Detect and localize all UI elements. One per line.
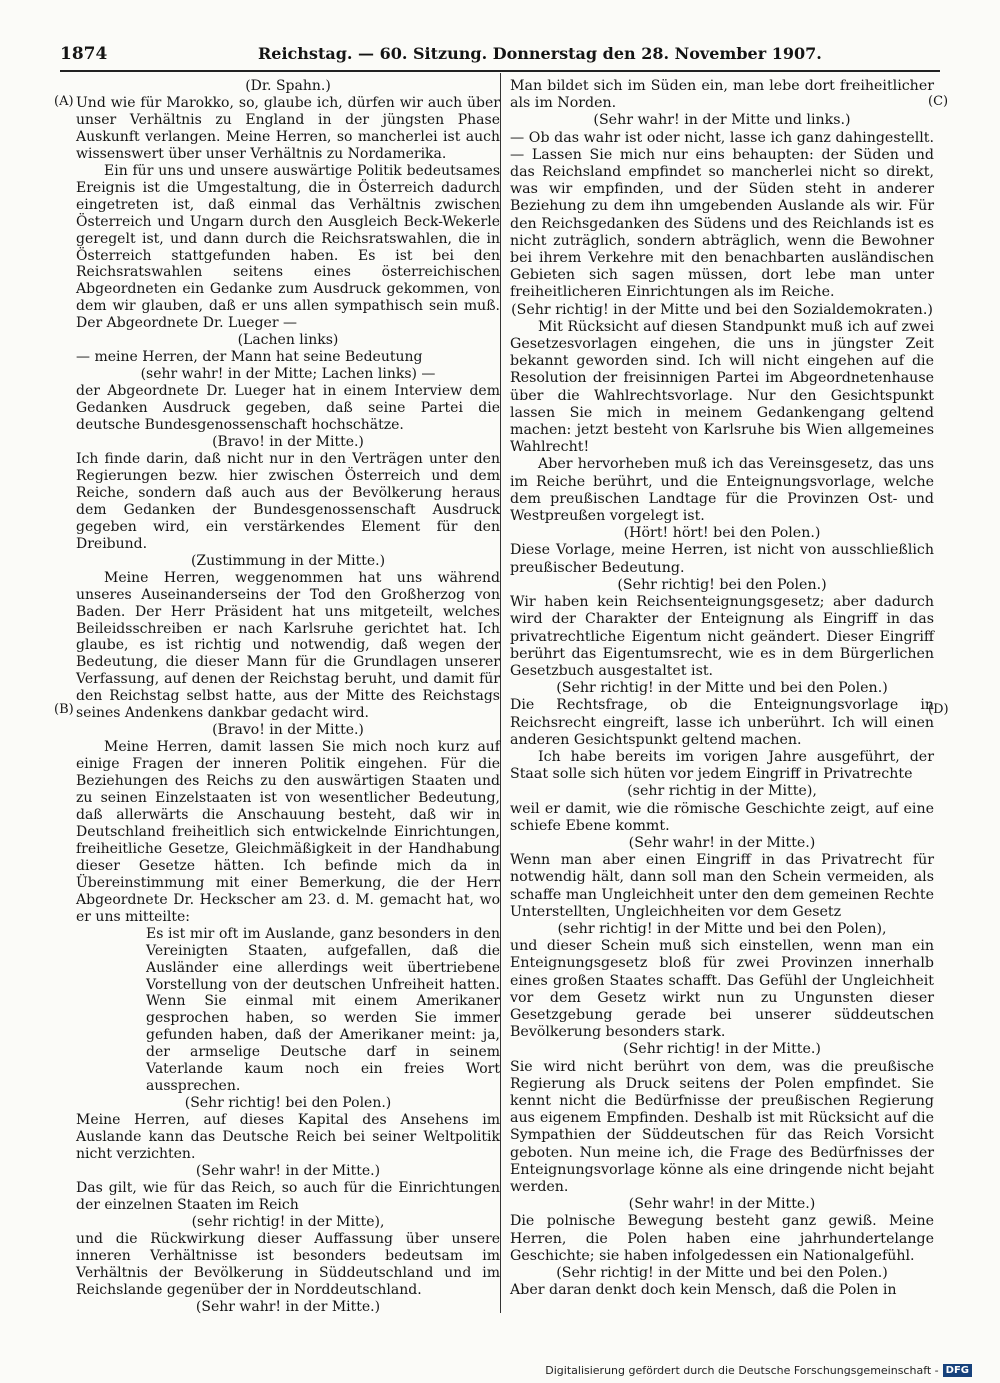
page-number: 1874 bbox=[60, 44, 108, 64]
paragraph: Man bildet sich im Süden ein, man lebe dort freiheitlicher als im Norden. bbox=[510, 78, 934, 112]
interjection: (Sehr richtig! in der Mitte und bei den Polen.) bbox=[556, 1265, 888, 1282]
paragraph: Ein für uns und unsere auswärtige Politik bedeutsames Ereignis ist die Umgestaltung, die in Österreich dadurch eingetreten ist, daß einmal das Verhältnis zwischen Österreich und Ungarn durch den Ausgleich Beck-Wekerle geregelt ist, und dann durch die Reichsratswahlen, die in Österreich stattgefunden haben. Es ist bei den Reichsratswahlen seitens eines österreichischen Abgeordneten ein Gedanke zum Ausdruck gekommen, von dem wir glauben, daß er uns allen sympathisch sein muß. Der Abgeordnete Dr. Lueger — bbox=[76, 162, 500, 332]
interjection: (Bravo! in der Mitte.) bbox=[212, 434, 364, 451]
interjection: (Sehr wahr! in der Mitte.) bbox=[628, 834, 816, 851]
dfg-logo: DFG bbox=[943, 1364, 972, 1377]
interjection: (Bravo! in der Mitte.) bbox=[212, 722, 364, 739]
interjection: (sehr wahr! in der Mitte; Lachen links) — bbox=[140, 366, 436, 383]
paragraph: Sie wird nicht berührt von dem, was die preußische Regierung als Druck seitens der Polen empfindet. Sie kennt nicht die Bedürfnisse der preußischen Regierung aus eigenem Empfinden. Deshalb ist mit Rücksicht auf die Sympathien der Süddeutschen für das Reich Vorsicht geboten. Nun meine ich, die Frage des Bedürfnisses der Enteignungsvorlage könne als eine dringende nicht bejaht werden. bbox=[510, 1058, 934, 1195]
paragraph: Ich habe bereits im vorigen Jahre ausgeführt, der Staat solle sich hüten vor jedem Eingriff in Privatrechte bbox=[510, 748, 934, 783]
speaker-label: (Dr. Spahn.) bbox=[245, 78, 331, 94]
paragraph: der Abgeordnete Dr. Lueger hat in einem Interview dem Gedanken Ausdruck gegeben, daß seine Partei die deutsche Bundesgenossenschaft hochschätze. bbox=[76, 383, 500, 434]
paragraph: Aber daran denkt doch kein Mensch, daß die Polen in bbox=[510, 1282, 897, 1299]
paragraph: Aber hervorheben muß ich das Vereinsgesetz, das uns im Reiche berührt, und die Enteignungsvorlage, welche dem preußischen Landtage für die Provinzen Ost- und Westpreußen vorgelegt ist. bbox=[510, 456, 934, 525]
margin-marker-c: (C) bbox=[928, 94, 949, 109]
interjection: (Sehr richtig! in der Mitte und bei den Sozialdemokraten.) bbox=[511, 301, 933, 318]
quote-text: Es ist mir oft im Auslande, ganz besonders in den Vereinigten Staaten, aufgefallen, daß die Ausländer eine allerdings weit übertriebene Vorstellung von der deutschen Unfreiheit hatten. Wenn Sie einmal mit einem Amerikaner gesprochen haben, so werden Sie immer gefunden haben, daß der Amerikaner meint: ja, der armselige Deutsche darf in seinem Vaterlande kaum noch ein freies Wort aussprechen. bbox=[146, 925, 500, 1095]
interjection: (Sehr wahr! in der Mitte und links.) bbox=[593, 112, 851, 129]
column-divider bbox=[500, 73, 501, 1313]
paragraph: Die polnische Bewegung besteht ganz gewiß. Meine Herren, die Polen haben eine jahrhundertelange Geschichte; sie haben infolgedessen ein Nationalgefühl. bbox=[510, 1213, 934, 1264]
interjection: (Hört! hört! bei den Polen.) bbox=[623, 525, 821, 542]
paragraph: Und wie für Marokko, so, glaube ich, dürfen wir auch über unser Verhältnis zu England in der jüngsten Phase Auskunft verlangen. Meine Herren, so mancherlei ist auch wissenswert über unser Verhältnis zu Nordamerika. bbox=[76, 94, 500, 162]
paragraph: Wenn man aber einen Eingriff in das Privatrecht für notwendig hält, dann soll man den Schein vermeiden, als schaffe man Ungleichheit unter den dem gemeinen Rechte Unterstellten, Ungleichheiten vor dem Gesetz bbox=[510, 852, 934, 920]
right-text-column bbox=[510, 78, 934, 1299]
paragraph: weil er damit, wie die römische Geschichte zeigt, auf eine schiefe Ebene kommt. bbox=[510, 800, 934, 834]
running-header bbox=[60, 44, 940, 70]
paragraph: Wir haben kein Reichsenteignungsgesetz; aber dadurch wird der Charakter der Enteignung als Eingriff in das privatrechtliche Eigentum nicht geändert. Dieser Eingriff berührt das Eigentumsrecht, wie es in dem Bürgerlichen Gesetzbuch ausgestaltet ist. bbox=[510, 594, 934, 679]
interjection: (Sehr wahr! in der Mitte.) bbox=[195, 1298, 381, 1315]
interjection: (Sehr richtig! in der Mitte und bei den Polen.) bbox=[556, 680, 888, 697]
paragraph: Ich finde darin, daß nicht nur in den Verträgen unter den Regierungen bezw. hier zwischen Österreich und dem Reiche, sondern daß auch aus der Bevölkerung heraus dem Gedanken der Bundesgenossenschaft Ausdruck gegeben wird, ein verstärkendes Element für den Dreibund. bbox=[76, 450, 500, 552]
paragraph: Mit Rücksicht auf diesen Standpunkt muß ich auf zwei Gesetzesvorlagen eingehen, die uns in jüngster Zeit bekannt geworden sind. Ich will nicht eingehen auf die Resolution der freisinnigen Partei im Abgeordnetenhause über die Wahlrechtsvorlage. Nur den Gesichtspunkt lassen Sie mich in meinem Gedankengang geltend machen: jetzt besteht von Karlsruhe bis Wien allgemeines Wahlrecht! bbox=[510, 318, 934, 456]
running-title: Reichstag. — 60. Sitzung. Donnerstag den 28. November 1907. bbox=[258, 44, 822, 63]
margin-marker-d: (D) bbox=[928, 702, 949, 717]
quoted-passage bbox=[146, 926, 500, 1096]
interjection: (sehr richtig! in der Mitte und bei den Polen), bbox=[557, 920, 887, 937]
footer-credit bbox=[545, 1364, 972, 1377]
paragraph: Diese Vorlage, meine Herren, ist nicht von ausschließlich preußischer Bedeutung. bbox=[510, 542, 934, 576]
paragraph: Meine Herren, auf dieses Kapital des Ansehens im Auslande kann das Deutsche Reich bei seiner Weltpolitik nicht verzichten. bbox=[76, 1112, 500, 1163]
paragraph: — Ob das wahr ist oder nicht, lasse ich ganz dahingestellt. — Lassen Sie mich nur eins behaupten: der Süden und das Reichsland empfindet so mancherlei nicht so direkt, was wir empfinden, und der Süden steht in anderer Beziehung zu dem ihn umgebenden Auslande als wir. Für den Reichsgedanken des Südens und des Reichlands ist es nicht zuträglich, sondern abträglich, wenn die Bewohner bei ihrem Verkehre mit den benachbarten ausländischen Gebieten sich sagen müssen, dort lebe man unter freiheitlicheren Einrichtungen als im Reiche. bbox=[510, 129, 934, 301]
interjection: (Lachen links) bbox=[237, 332, 339, 349]
interjection: (sehr richtig! in der Mitte), bbox=[191, 1213, 385, 1230]
footer-text: Digitalisierung gefördert durch die Deutsche Forschungsgemeinschaft - bbox=[545, 1364, 939, 1377]
interjection: (Sehr wahr! in der Mitte.) bbox=[195, 1163, 381, 1179]
paragraph: Meine Herren, damit lassen Sie mich noch kurz auf einige Fragen der inneren Politik eingehen. Für die Beziehungen des Reichs zu den auswärtigen Staaten und zu seinen Einzelstaaten ist von wesentlicher Bedeutung, daß allerwärts die Anschauung besteht, daß wir in Deutschland freiheitlich sich entwickelnde Einrichtungen, freiheitliche Gesetze, Gleichmäßigkeit in der Handhabung dieser Gesetze hätten. Ich befinde mich da in Übereinstimmung mit einer Bemerkung, die der Herr Abgeordnete Dr. Heckscher am 23. d. M. gemacht hat, wo er uns mitteilte: bbox=[76, 739, 500, 925]
paragraph: Das gilt, wie für das Reich, so auch für die Einrichtungen der einzelnen Staaten im Reich bbox=[76, 1179, 500, 1213]
interjection: (sehr richtig in der Mitte), bbox=[627, 783, 817, 800]
interjection: (Sehr richtig! bei den Polen.) bbox=[184, 1095, 392, 1112]
paragraph: — meine Herren, der Mann hat seine Bedeutung bbox=[76, 349, 423, 366]
margin-marker-b: (B) bbox=[54, 702, 74, 717]
header-rule bbox=[60, 70, 940, 72]
paragraph: und dieser Schein muß sich einstellen, wenn man ein Enteignungsgesetz bloß für zwei Provinzen innerhalb eines großen Staates schafft. Das Gefühl der Ungleichheit vor dem Gesetz wirkt nun zu Ungunsten dieser Gesetzgebung gerade bei unserer süddeutschen Bevölkerung besonders stark. bbox=[510, 938, 934, 1041]
margin-marker-a: (A) bbox=[54, 94, 74, 109]
paragraph: und die Rückwirkung dieser Auffassung über unsere inneren Verhältnisse ist besonders bedeutsam im Verhältnis der Bevölkerung in Süddeutschland und im Reichslande gegenüber der in Norddeutschland. bbox=[76, 1230, 500, 1298]
interjection: (Sehr richtig! in der Mitte.) bbox=[623, 1041, 821, 1058]
interjection: (Sehr wahr! in der Mitte.) bbox=[628, 1196, 816, 1213]
paragraph: Die Rechtsfrage, ob die Enteignungsvorlage in Reichsrecht eingreift, lasse ich unberührt. Ich will einen anderen Gesichtspunkt geltend machen. bbox=[510, 697, 934, 748]
interjection: (Sehr richtig! bei den Polen.) bbox=[617, 576, 827, 593]
paragraph: Meine Herren, weggenommen hat uns während unseres Auseinanderseins der Tod den Großherzog von Baden. Der Herr Präsident hat uns mitgeteilt, welches Beileidsschreiben er nach Karlsruhe gerichtet hat. Ich glaube, es ist richtig und notwendig, daß wegen der Bedeutung, die dieser Mann für die Grundlagen unserer Verfassung, auf denen der Reichstag beruht, und damit für den Reichstag selbst hatte, aus der Mitte des Reichstags seines Andenkens dankbar gedacht wird. bbox=[76, 569, 500, 722]
interjection: (Zustimmung in der Mitte.) bbox=[190, 552, 386, 569]
left-text-column bbox=[76, 78, 500, 1316]
